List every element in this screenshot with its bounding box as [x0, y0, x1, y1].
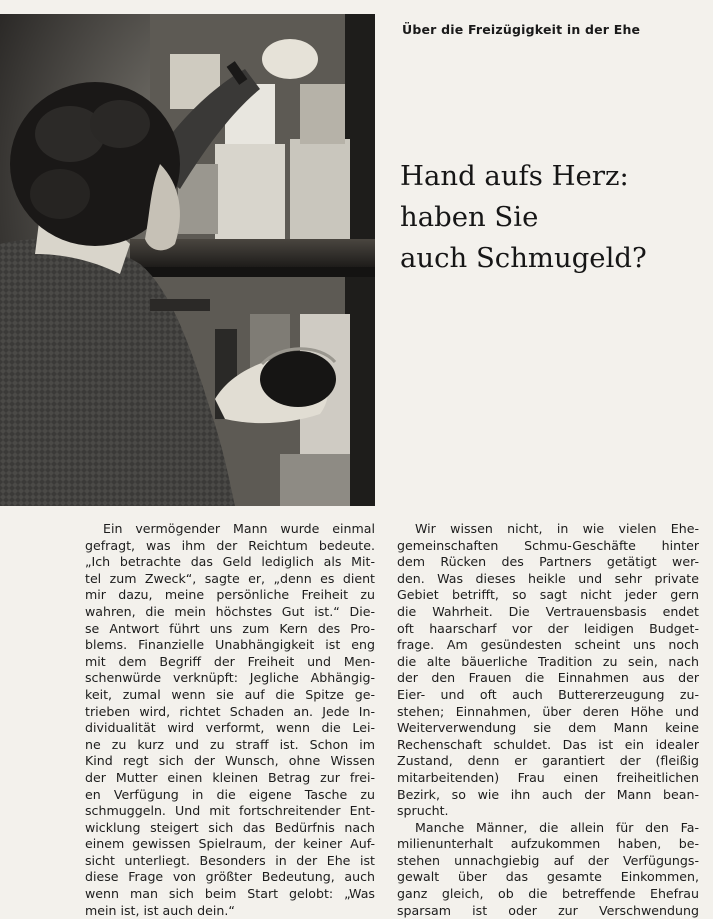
- text-line: dem Rücken des Partners getätigt wer-: [397, 554, 699, 570]
- text-line: Gebiet betrifft, so sagt nicht jeder gern: [397, 587, 699, 603]
- text-line: einem gewissen Spielraum, der keiner Auf-: [85, 836, 375, 852]
- text-line: Rechenschaft schuldet. Das ist ein idealer: [397, 736, 699, 752]
- text-line: blems. Finanzielle Unabhängigkeit ist eng: [85, 637, 375, 653]
- headline-line: Hand aufs Herz:: [400, 160, 629, 192]
- headline: [400, 156, 700, 279]
- text-line: milienunterhalt aufzukommen haben, be-: [397, 836, 699, 852]
- article-photo: [0, 14, 375, 506]
- text-line: die alte bäuerliche Tradition zu sein, nach: [397, 653, 699, 669]
- text-line: sicht unterliegt. Besonders in der Ehe ist: [85, 852, 375, 868]
- text-line: gemeinschaften Schmu-Geschäfte hinter: [397, 537, 699, 553]
- article-column-right: [397, 521, 699, 919]
- text-line: schenwürde verknüpft: Jegliche Abhängig-: [85, 670, 375, 686]
- headline-line: auch Schmugeld?: [400, 242, 647, 274]
- text-line: stehen unnachgiebig auf der Verfügungs-: [397, 852, 699, 868]
- text-line: Manche Männer, die allein für den Fa-: [415, 819, 699, 835]
- text-line: den. Was dieses heikle und sehr private: [397, 570, 699, 586]
- text-line: ne zu kurz und zu straff ist. Schon im: [85, 736, 375, 752]
- photo-woman-at-cupboard-icon: [0, 14, 375, 506]
- text-line: tel zum Zweck“, sagte er, „denn es dient: [85, 570, 375, 586]
- text-line: wahren, die mein höchstes Gut ist.“ Die-: [85, 603, 375, 619]
- headline-line: haben Sie: [400, 201, 539, 233]
- text-line: gefragt, was ihm der Reichtum bedeute.: [85, 537, 375, 553]
- text-line: wenn man sich beim Start gelobt: „Was: [85, 886, 375, 902]
- text-line: mir dazu, meine persönliche Freiheit zu: [85, 587, 375, 603]
- text-line: die Wahrheit. Die Vertrauensbasis endet: [397, 603, 699, 619]
- text-line: Wir wissen nicht, in wie vielen Ehe-: [415, 521, 699, 536]
- text-line: sparsam ist oder zur Verschwendung: [397, 902, 699, 918]
- text-line: mitarbeitenden) Frau einen freiheitlichen: [397, 769, 699, 785]
- article-column-left: [85, 521, 375, 919]
- text-line: Zustand, denn er garantiert der (fleißig: [397, 753, 699, 769]
- text-line: keit, zumal wenn sie auf die Spitze ge-: [85, 686, 375, 702]
- text-line: stehen; Einnahmen, über deren Höhe und: [397, 703, 699, 719]
- text-line: ganz gleich, ob die betreffende Ehefrau: [397, 886, 699, 902]
- section-label: Über die Freizügigkeit in der Ehe: [402, 22, 641, 37]
- text-line: Eier- und oft auch Buttererzeugung zu-: [397, 686, 699, 702]
- text-line: der den Frauen die Einnahmen aus der: [397, 670, 699, 686]
- text-line: trieben wird, richtet Schaden an. Jede In-: [85, 703, 375, 719]
- text-line: Ein vermögender Mann wurde einmal: [103, 521, 375, 536]
- text-line: mein ist, ist auch dein.“: [85, 902, 235, 918]
- text-line: Kind regt sich der Wunsch, ohne Wissen: [85, 753, 375, 769]
- text-line: frage. Am gesündesten scheint uns noch: [397, 637, 699, 653]
- text-line: schmuggeln. Und mit fortschreitender Ent-: [85, 803, 375, 819]
- text-line: sprucht.: [397, 803, 449, 819]
- text-line: oft haarscharf vor der leidigen Budget-: [397, 620, 699, 636]
- text-line: Weiterverwendung sie dem Mann keine: [397, 720, 699, 736]
- text-line: wicklung steigert sich das Bedürfnis nach: [85, 819, 375, 835]
- text-line: en Verfügung in die eigene Tasche zu: [85, 786, 375, 802]
- text-line: Bezirk, so wie ihn auch der Mann bean-: [397, 786, 699, 802]
- text-line: se Antwort führt uns zum Kern des Pro-: [85, 620, 375, 636]
- text-line: diese Frage von größter Bedeutung, auch: [85, 869, 375, 885]
- text-line: mit dem Begriff der Freiheit und Men-: [85, 653, 375, 669]
- text-line: „Ich betrachte das Geld lediglich als Mit-: [85, 554, 375, 570]
- text-line: der Mutter einen kleinen Betrag zur frei-: [85, 769, 375, 785]
- text-line: gewalt über das gesamte Einkommen,: [397, 869, 699, 885]
- text-line: dividualität wird verformt, wenn die Lei-: [85, 720, 375, 736]
